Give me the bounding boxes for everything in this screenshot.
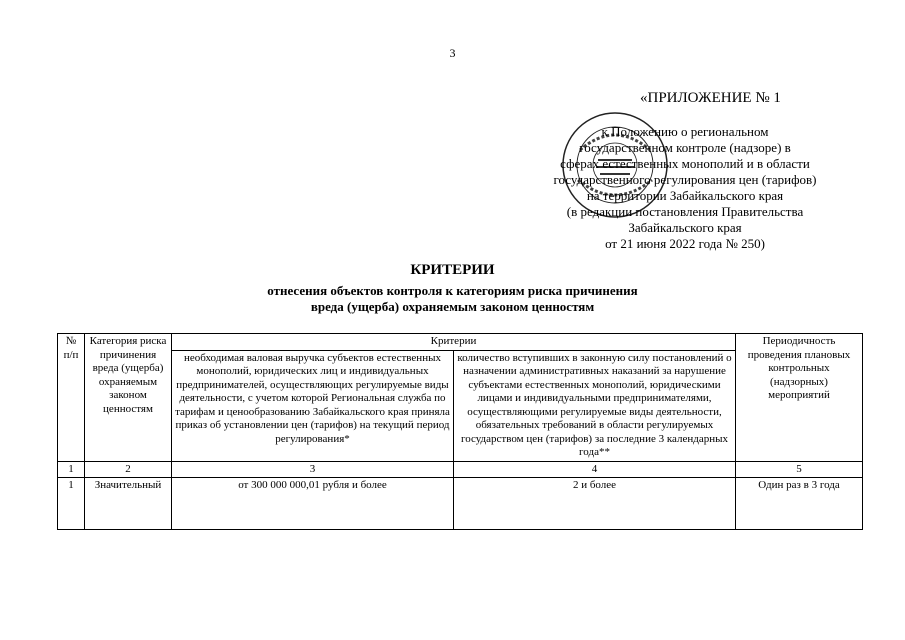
- document-subtitle: [0, 283, 905, 315]
- row-category: Значительный: [85, 478, 172, 530]
- header-periodicity: Периодичность проведения плановых контрольных (надзорных) мероприятий: [736, 334, 863, 462]
- row-periodicity: Один раз в 3 года: [736, 478, 863, 530]
- page-number: 3: [449, 46, 456, 60]
- header-no: № п/п: [58, 334, 85, 462]
- header-criteria: Критерии: [172, 334, 736, 351]
- numbering-cell: 3: [172, 461, 454, 478]
- appendix-line: сферах естественных монополий и в области: [560, 156, 810, 171]
- row-no: 1: [58, 478, 85, 530]
- table-header-row: [58, 334, 863, 351]
- appendix-line: на территории Забайкальского края: [586, 188, 784, 203]
- numbering-cell: 2: [85, 461, 172, 478]
- header-criterion-1: необходимая валовая выручка субъектов естественных монополий, юридических лиц и индивидуальных предпринимателей, осуществляющих регулируемые виды деятельности, с учетом которой Региональная служба по тарифам и ценообразованию Забайкальского края приняла приказ об установлении цен (тарифов) на текущий период регулирования*: [172, 350, 454, 461]
- appendix-title: «ПРИЛОЖЕНИЕ № 1: [640, 90, 781, 106]
- numbering-cell: 1: [58, 461, 85, 478]
- appendix-line: (в редакции постановления Правительства: [566, 204, 804, 219]
- header-criterion-2: количество вступивших в законную силу постановлений о назначении административных наказаний за нарушение субъектами естественных монополий, юридическими лицами и индивидуальными предпринимателями, осуществляющими регулируемые виды деятельности, обязательных требований в области регулируемых государством цен (тарифов) за последние 3 календарных года**: [454, 350, 736, 461]
- subtitle-line: отнесения объектов контроля к категориям риска причинения: [267, 283, 638, 298]
- criteria-table: [57, 333, 863, 530]
- appendix-line: государственного регулирования цен (тарифов): [553, 172, 817, 187]
- appendix-reference: [520, 124, 850, 252]
- table-numbering-row: [58, 461, 863, 478]
- appendix-line: от 21 июня 2022 года № 250): [605, 236, 765, 251]
- row-criterion-2: 2 и более: [454, 478, 736, 530]
- row-criterion-1: от 300 000 000,01 рубля и более: [172, 478, 454, 530]
- appendix-line: Забайкальского края: [628, 220, 742, 235]
- appendix-line: к Положению о региональном: [601, 124, 769, 139]
- document-title: КРИТЕРИИ: [410, 262, 495, 278]
- numbering-cell: 4: [454, 461, 736, 478]
- header-category: Категория риска причинения вреда (ущерба) охраняемым законом ценностям: [85, 334, 172, 462]
- appendix-line: государственном контроле (надзоре) в: [579, 140, 791, 155]
- subtitle-line: вреда (ущерба) охраняемым законом ценностям: [310, 299, 595, 314]
- numbering-cell: 5: [736, 461, 863, 478]
- table-row: [58, 478, 863, 530]
